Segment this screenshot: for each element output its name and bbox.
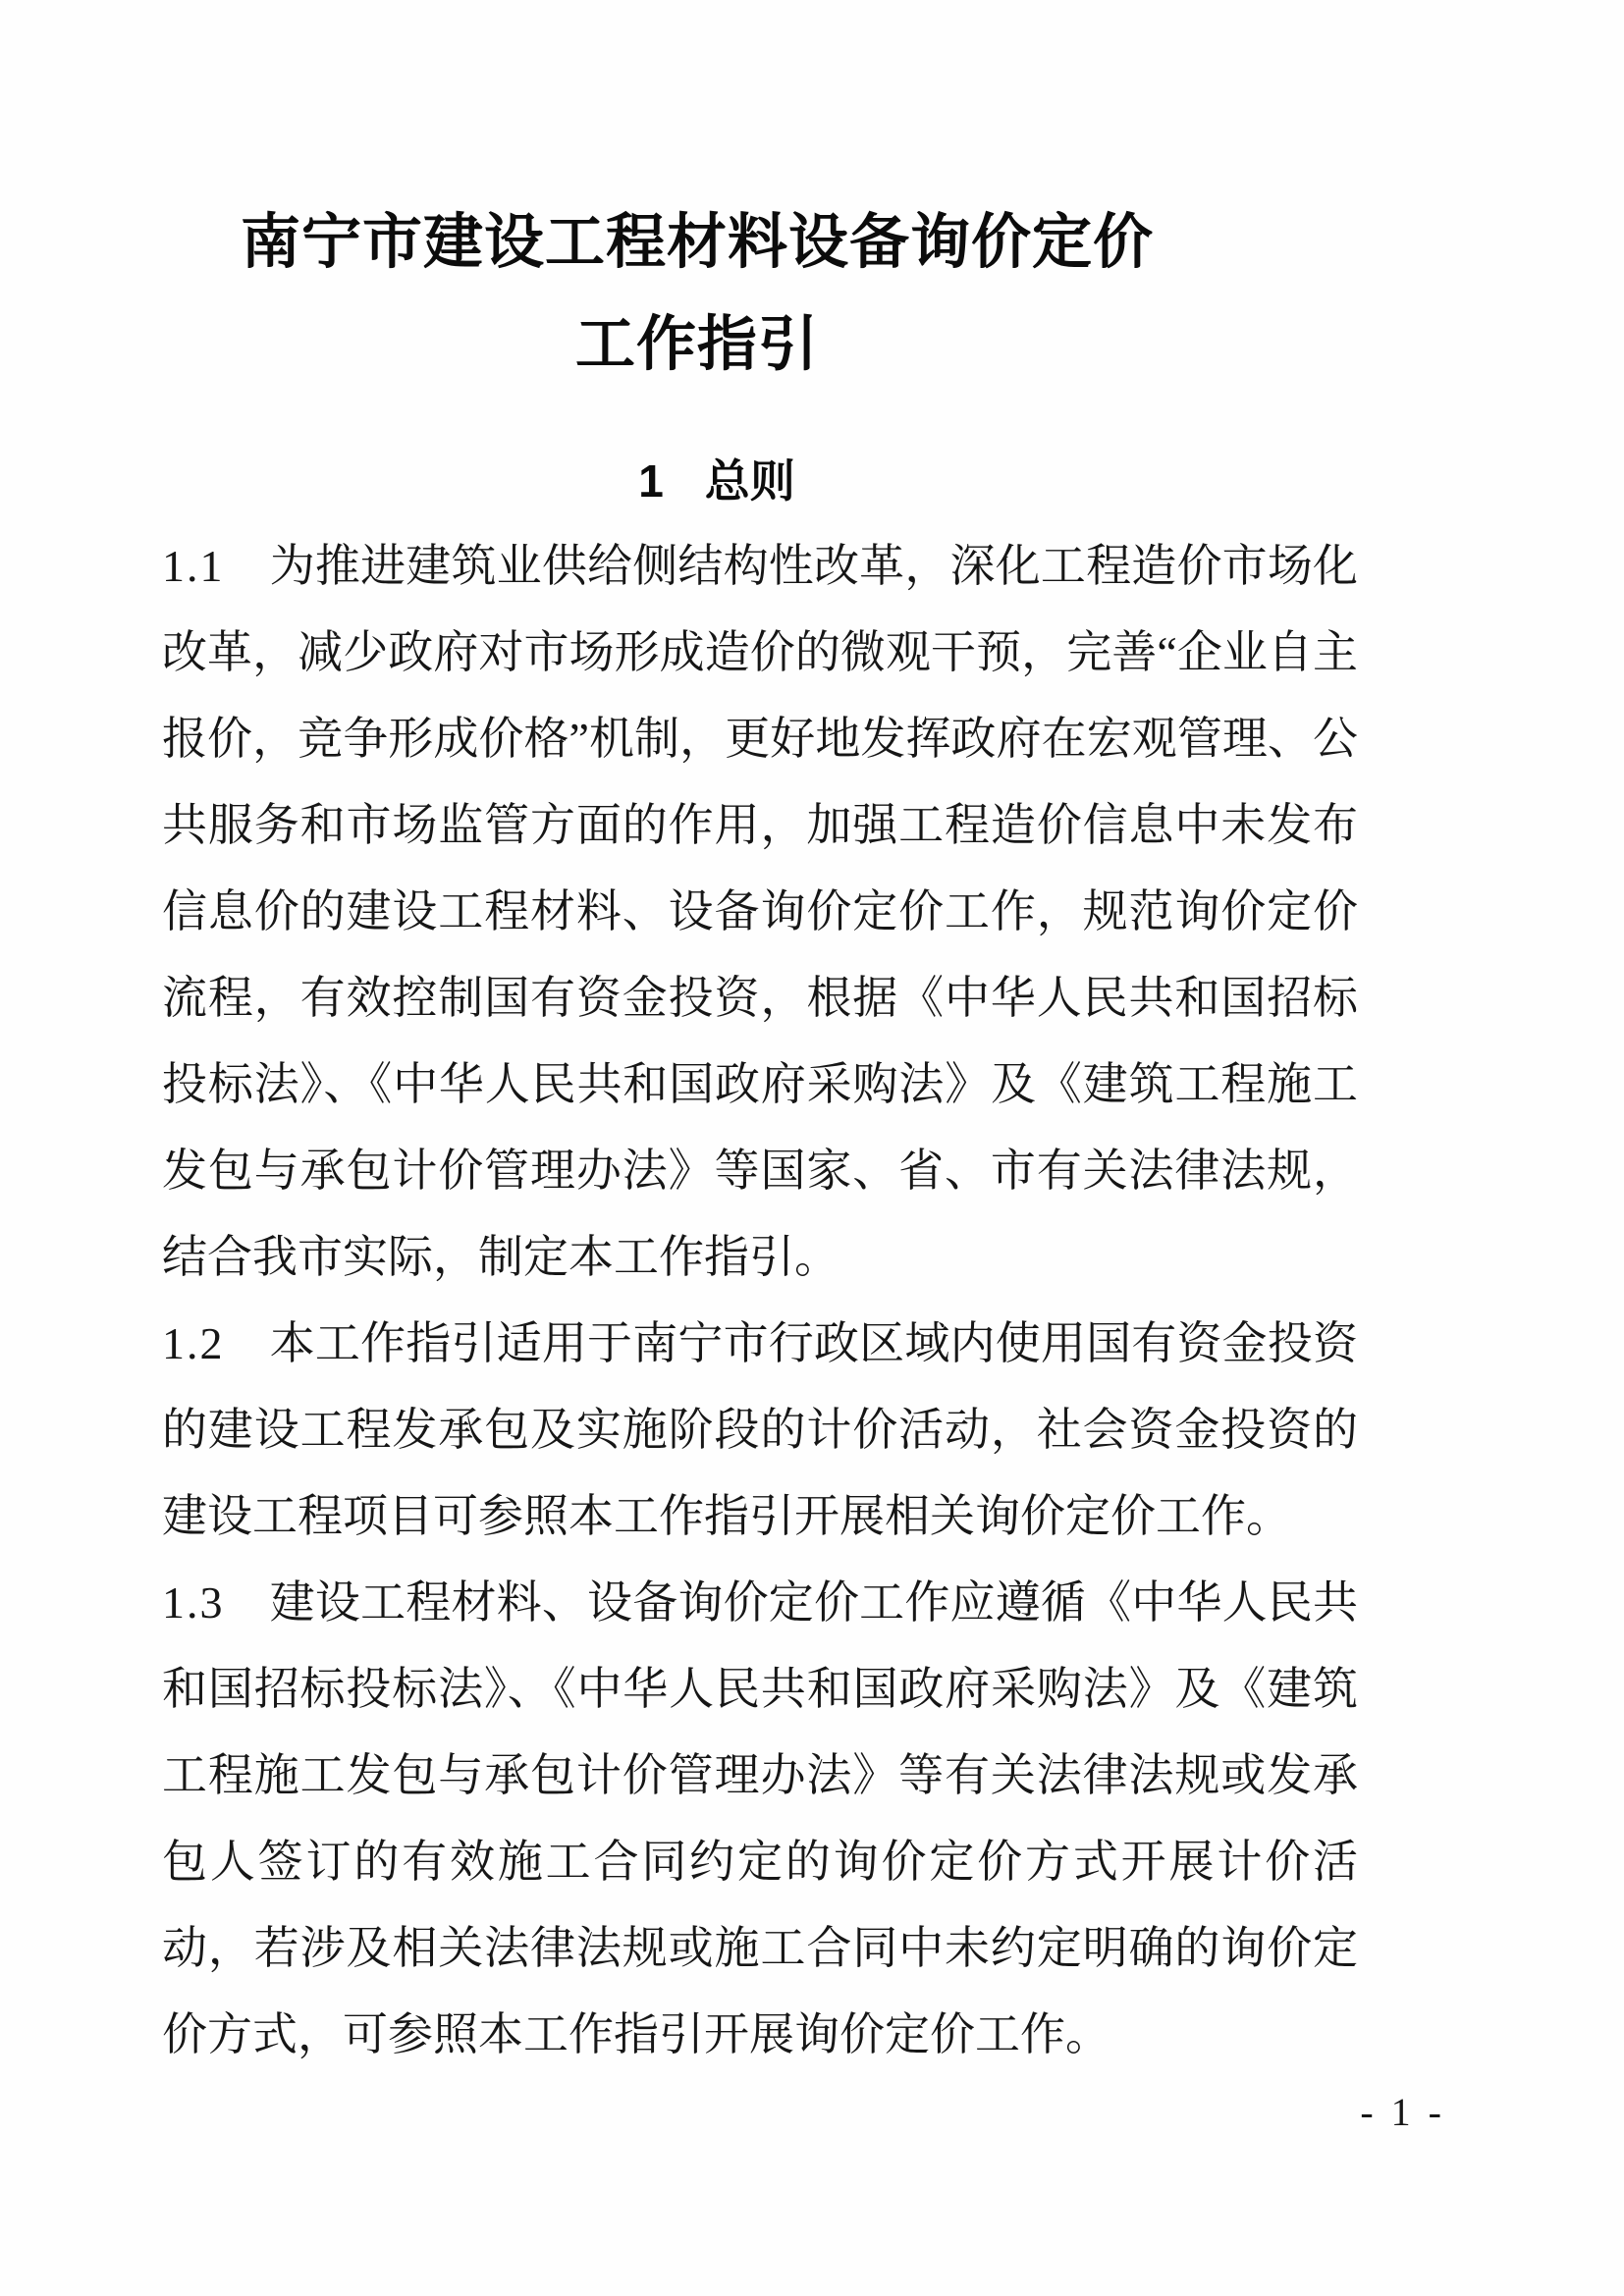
paragraph-number: 1.1 bbox=[162, 541, 225, 591]
paragraph-text: 建设工程材料、设备询价定价工作应遵循《中华人民共和国招标投标法》、《中华人民共和国政府采购法》及《建筑工程施工发包与承包计价管理办法》等有关法律法规或发承包人签订的有效施工合同约定的询价定价方式开展计价活动，若涉及相关法律法规或施工合同中未约定明确的询价定价方式，可参照本工作指引开展询价定价工作。 bbox=[162, 1577, 1358, 2059]
document-body bbox=[162, 523, 1358, 2078]
section-number: 1 bbox=[638, 455, 664, 507]
paragraph-number: 1.3 bbox=[162, 1577, 225, 1628]
document-title bbox=[0, 0, 1394, 395]
document-title-line1: 南宁市建设工程材料设备询价定价 bbox=[240, 208, 1154, 275]
paragraph-number: 1.2 bbox=[162, 1318, 225, 1368]
section-heading bbox=[0, 456, 1434, 506]
paragraph-1-3 bbox=[162, 1560, 1358, 2078]
paragraph-1-1 bbox=[162, 523, 1358, 1301]
page-number: - 1 - bbox=[1360, 2090, 1445, 2134]
document-title-line2: 工作指引 bbox=[574, 310, 819, 377]
paragraph-text: 为推进建筑业供给侧结构性改革，深化工程造价市场化改革，减少政府对市场形成造价的微观干预，完善“企业自主报价，竞争形成价格”机制，更好地发挥政府在宏观管理、公共服务和市场监管方面的作用，加强工程造价信息中未发布信息价的建设工程材料、设备询价定价工作，规范询价定价流程，有效控制国有资金投资，根据《中华人民共和国招标投标法》、《中华人民共和国政府采购法》及《建筑工程施工发包与承包计价管理办法》等国家、省、市有关法律法规，结合我市实际，制定本工作指引。 bbox=[162, 541, 1358, 1282]
paragraph-text: 本工作指引适用于南宁市行政区域内使用国有资金投资的建设工程发承包及实施阶段的计价活动，社会资金投资的建设工程项目可参照本工作指引开展相关询价定价工作。 bbox=[162, 1318, 1358, 1541]
paragraph-1-2 bbox=[162, 1301, 1358, 1560]
section-title: 总则 bbox=[704, 455, 795, 507]
